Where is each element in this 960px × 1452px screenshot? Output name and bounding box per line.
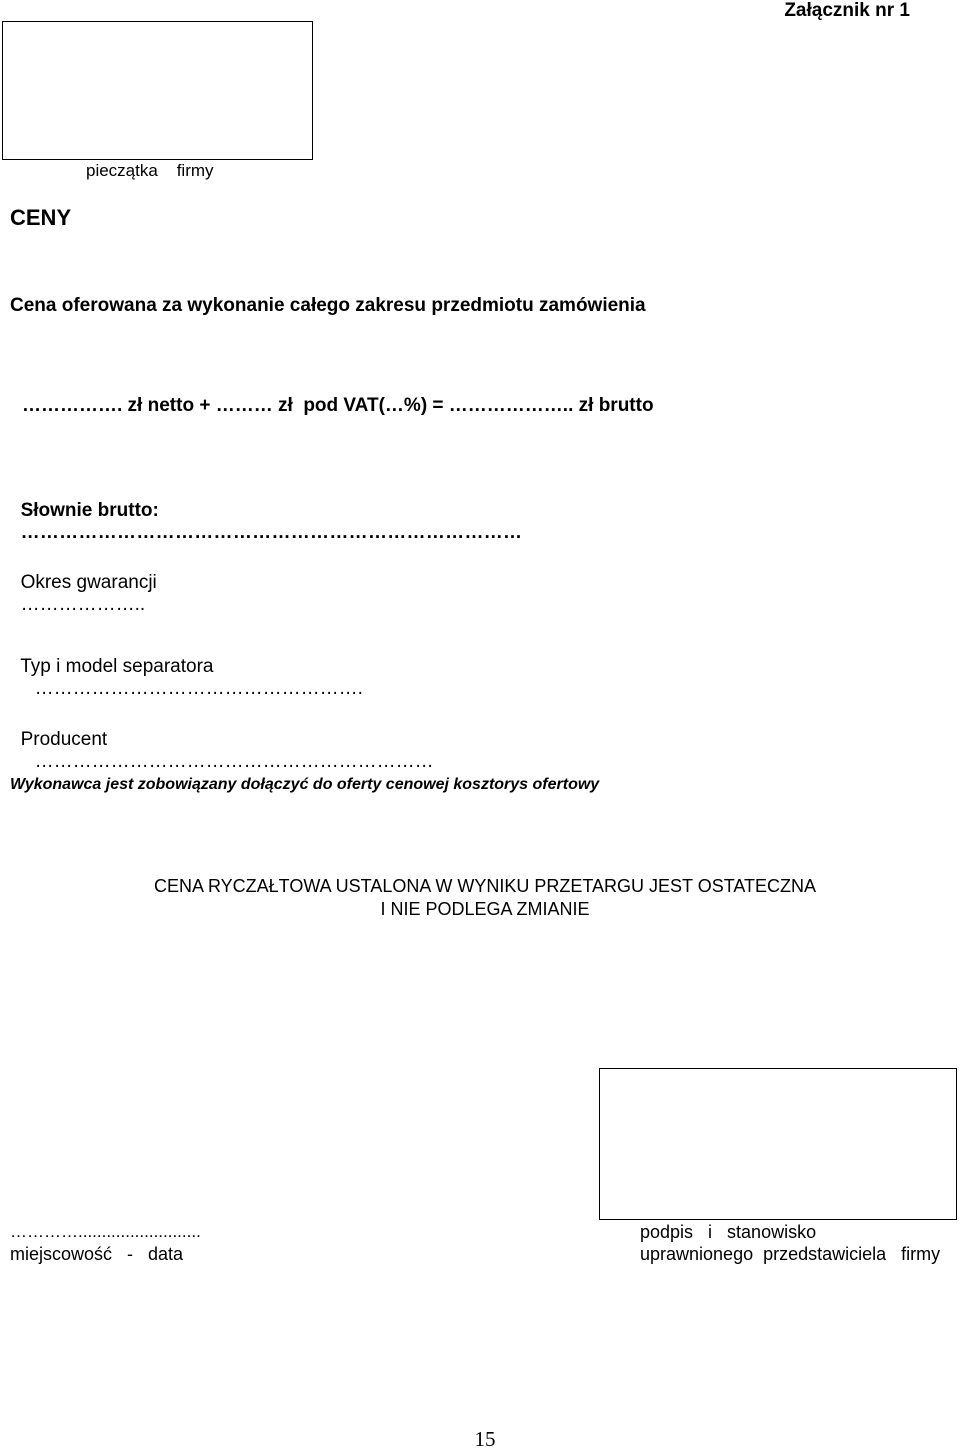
place-date-label: miejscowość - data bbox=[10, 1244, 184, 1264]
lump-sum-line-1: CENA RYCZAŁTOWA USTALONA W WYNIKU PRZETARGU JEST OSTATECZNA bbox=[153, 876, 817, 896]
producer-dots: ……………………………………………………… bbox=[34, 751, 434, 772]
price-formula: ……………. zł netto + ……… zł pod VAT(…%) = ……………….. zł brutto bbox=[22, 395, 654, 416]
separator-type-label: Typ i model separatora bbox=[20, 656, 214, 677]
in-words-dots: …………………………………………………………………… bbox=[20, 522, 523, 543]
attachment-note: Wykonawca jest zobowiązany dołączyć do oferty cenowej kosztorys ofertowy bbox=[10, 776, 600, 793]
warranty-dots: ……………….. bbox=[20, 594, 146, 615]
company-stamp-box bbox=[2, 21, 313, 160]
price-heading: Cena oferowana za wykonanie całego zakresu przedmiotu zamówienia bbox=[10, 295, 646, 316]
separator-type-field bbox=[10, 634, 363, 700]
signature-box bbox=[599, 1068, 957, 1220]
price-in-words bbox=[10, 478, 522, 544]
producer-field bbox=[10, 707, 434, 773]
producer-label: Producent bbox=[20, 729, 108, 750]
place-date-dots: ………….......................... bbox=[10, 1222, 201, 1241]
separator-type-dots: ……………………………………………. bbox=[34, 678, 363, 699]
signature-caption-line-1: podpis i stanowisko bbox=[640, 1222, 817, 1242]
in-words-label: Słownie brutto: bbox=[20, 500, 159, 521]
page-number: 15 bbox=[474, 1427, 496, 1451]
warranty-field bbox=[10, 550, 157, 616]
warranty-label: Okres gwarancji bbox=[20, 572, 157, 593]
annex-label: Załącznik nr 1 bbox=[784, 0, 910, 21]
signature-caption-line-2: uprawnionego przedstawiciela firmy bbox=[640, 1244, 941, 1264]
section-title: CENY bbox=[10, 205, 72, 230]
lump-sum-line-2: I NIE PODLEGA ZMIANIE bbox=[380, 899, 590, 919]
stamp-caption: pieczątka firmy bbox=[86, 161, 214, 180]
